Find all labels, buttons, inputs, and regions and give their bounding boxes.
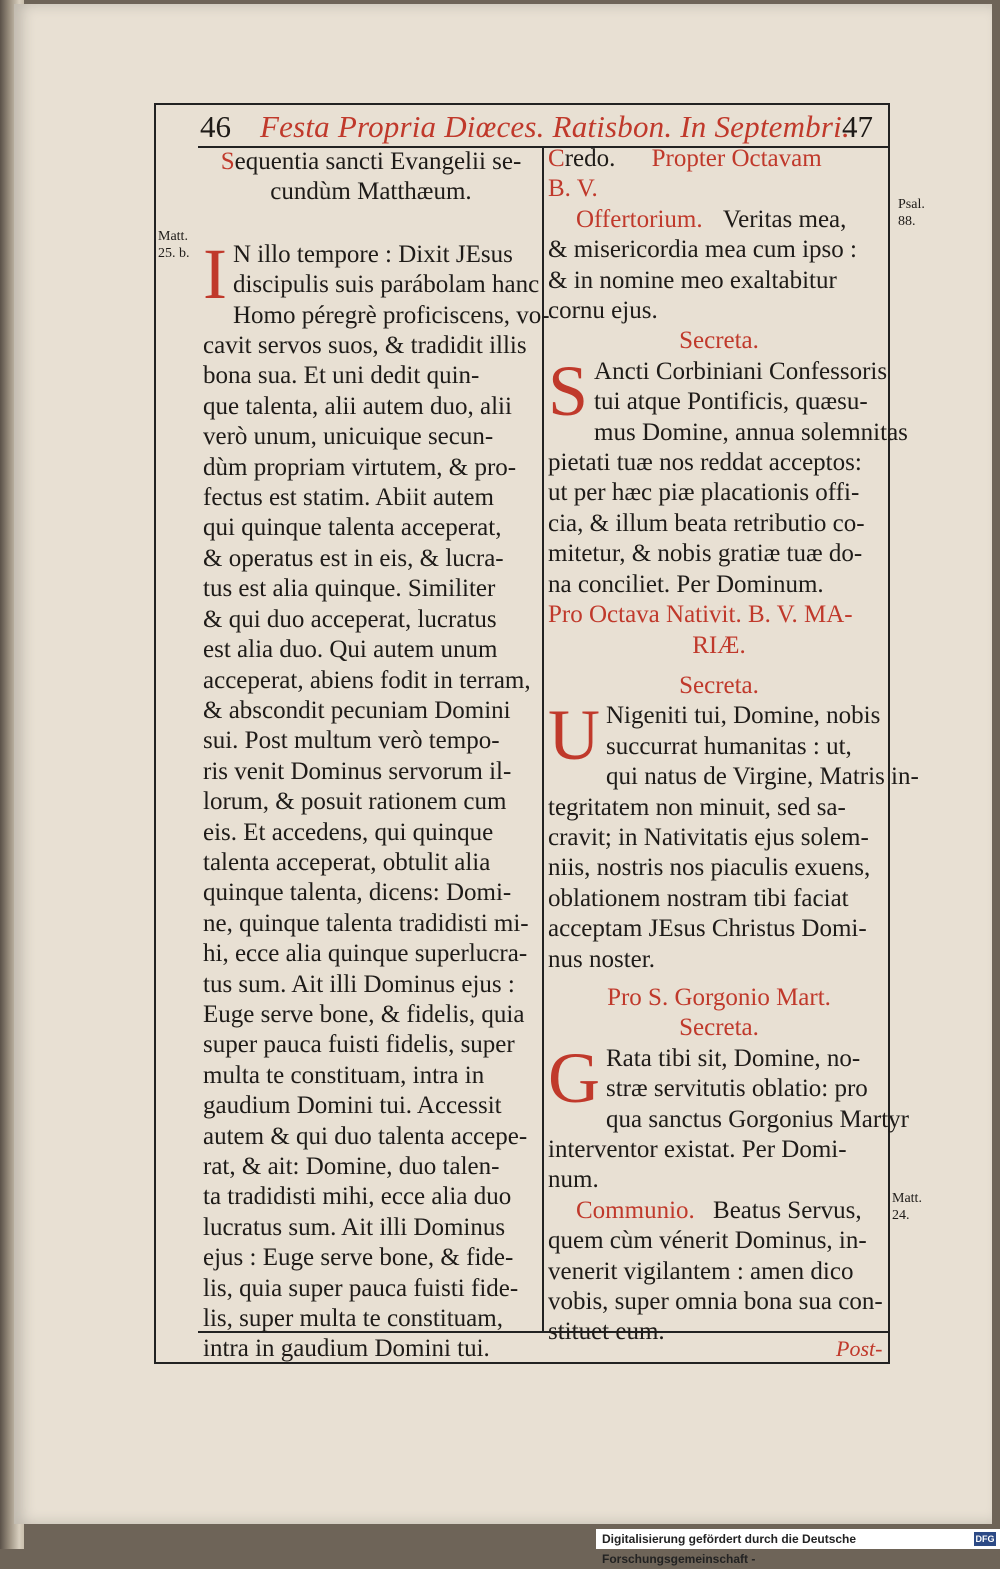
catchword: Post-	[836, 1336, 883, 1361]
dropcap-i: I	[203, 233, 227, 314]
secreta-heading-3: Secreta.	[679, 1014, 759, 1042]
gospel-heading: Sequentia sancti Evangelii se- cundùm Matthæum.	[220, 148, 522, 206]
dropcap-s: S	[548, 350, 589, 431]
running-title: Festa Propria Diœces. Ratisbon. In Septembri.	[260, 109, 850, 144]
secreta-corbinian: S Ancti Corbiniani Confessoris tui atque Pontificis, quæsu- mus Domine, annua solemnitas pietati tuæ nos reddat acceptos: ut per hæc piæ placationis offi- cia, & illum beata retributio co- mitetur, & nobis gratiæ tuæ do- na conciliet. Per Dominum.	[548, 350, 908, 598]
secreta-heading-1: Secreta.	[679, 327, 759, 355]
right-column: Credo. Propter Octavam B. V. Offertorium. Veritas mea, & misericordia mea cum ipso : & in nomine meo exaltabitur cornu ejus. Secreta. S Ancti Corbiniani Confessoris tui atque Pontificis, quæsu- mus Domine, annua solemnitas pietati tuæ nos reddat acceptos: ut per hæc piæ placationis offi- cia, & illum beata retributio co- mitetur, & nobis gratiæ tuæ do- na conciliet. Per Dominum. Pro Octava Nativit. B. V. MA- RIÆ. Secreta. U Nigeniti tui, Domine, nobis succurrat humanitas : ut, qui natus de Virgine, Matris in- tegritatem non minuit, sed sa- cravit; in Nativitatis ejus solem- niis, nostris nos piaculis exuens, oblationem nostram tibi faciat acceptam JEsus Christus Domi- nus noster. Pro S. Gorgonio Mart. Secreta. G Rata tibi sit, Domine, no- stræ servitutis oblatio: pro qua sanctus Gorgonius Martyr interventor existat. Per Domi- num. Communio. Beatus Servus, quem cùm vénerit Dominus, in- venerit vigilantem : amen dico vobis, super omnia bona sua con- stituet eum.	[548, 145, 919, 1346]
dfg-logo: DFG	[975, 1534, 995, 1544]
running-header	[190, 105, 890, 145]
margin-note-matt-25: Matt. 25. b.	[158, 229, 190, 261]
page-number-right: 47	[842, 109, 873, 144]
communio-line: Communio. Beatus Servus,	[576, 1196, 862, 1224]
digitization-footer	[596, 1529, 1000, 1566]
offertorium-line: Offertorium. Veritas mea,	[576, 205, 847, 233]
credo-line: Credo. Propter Octavam	[548, 145, 822, 172]
gospel-text: I N illo tempore : Dixit JEsus discipulis suis parábolam hanc Homo péregrè proficiscens, vo- cavit servos suos, & tradidit illis bona sua. Et uni dedit quin- que talenta, alii autem duo, alii verò unum, unicuique secun- dùm propriam virtutem, & pro- fectus est statim. Abiit autem qui quinque talenta acceperat, & operatus est in eis, & lucra- tus est alia quinque. Similiter & qui duo acceperat, lucratus est alia duo. Qui autem unum acceperat, abiens fodit in terram, & abscondit pecuniam Domini sui. Post multum verò tempo- ris venit Dominus servorum il- lorum, & posuit rationem cum eis. Et accedens, qui quinque talenta acceperat, obtulit alia quinque talenta, dicens: Domi- ne, quinque talenta tradidisti mi- hi, ecce alia quinque superlucra- tus sum. Ait illi Dominus ejus : Euge serve bone, & fidelis, quia super pauca fuisti fidelis, super multa te constituam, intra in gaudium Domini tui. Accessit autem & qui duo talenta accepe- rat, & ait: Domine, duo talen- ta tradidisti mihi, ecce alia duo lucratus sum. Ait illi Dominus ejus : Euge serve bone, & fide- lis, quia super pauca fuisti fide- lis, super multa te constituam, intra in gaudium Domini tui.	[203, 233, 550, 1363]
pro-octava-heading: Pro Octava Nativit. B. V. MA-	[548, 601, 853, 629]
margin-note-matt-24: Matt. 24.	[892, 1191, 922, 1223]
pro-gorgonio-heading: Pro S. Gorgonio Mart.	[607, 983, 831, 1011]
left-column	[203, 147, 550, 1365]
footer-text: Digitalisierung gefördert durch die Deutsche Forschungsgemeinschaft -	[602, 1532, 857, 1566]
dropcap-g: G	[548, 1037, 600, 1118]
secreta-heading-2: Secreta.	[679, 671, 759, 699]
bv-line: B. V.	[548, 175, 598, 203]
page-number-left: 46	[200, 109, 231, 144]
margin-note-psal-88: Psal. 88.	[898, 197, 925, 229]
dropcap-u: U	[548, 695, 600, 776]
secreta-octava: U Nigeniti tui, Domine, nobis succurrat humanitas : ut, qui natus de Virgine, Matris in- tegritatem non minuit, sed sa- cravit; in Nativitatis ejus solem- niis, nostris nos piaculis exuens, oblationem nostram tibi faciat acceptam JEsus Christus Domi- nus noster.	[548, 695, 919, 973]
secreta-gorgonio: G Rata tibi sit, Domine, no- stræ servitutis oblatio: pro qua sanctus Gorgonius Martyr interventor existat. Per Domi- num.	[548, 1037, 909, 1194]
